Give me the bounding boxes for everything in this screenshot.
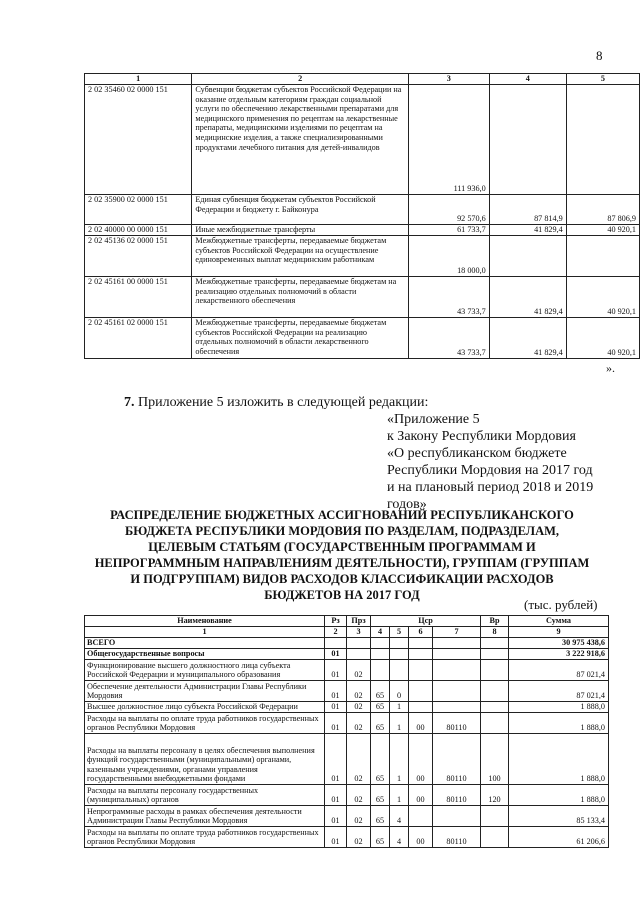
revenue-name: Иные межбюджетные трансферты [192, 225, 409, 236]
row-sum: 87 021,4 [509, 660, 609, 681]
row-csr-subprogram: 1 [390, 713, 409, 734]
row-vr: 100 [481, 734, 509, 785]
revenue-code: 2 02 45136 02 0000 151 [85, 236, 192, 277]
row-csr-direction: 00 [409, 827, 433, 848]
row-sum: 85 133,4 [509, 806, 609, 827]
row-prz: 02 [347, 660, 371, 681]
row-csr-direction [409, 638, 433, 649]
revenue-code: 2 02 35900 02 0000 151 [85, 195, 192, 225]
budget-table-column-numbers [85, 627, 609, 638]
row-csr-direction [409, 660, 433, 681]
table-row [85, 649, 609, 660]
revenue-name: Единая субвенция бюджетам субъектов Российской Федерации и бюджету г. Байконура [192, 195, 409, 225]
value-2017: 111 936,0 [408, 85, 489, 195]
row-prz: 02 [347, 713, 371, 734]
col-number: 2 [325, 627, 347, 638]
row-csr-code: 80110 [433, 827, 481, 848]
value-2019: 87 806,9 [566, 195, 639, 225]
row-csr-direction [409, 702, 433, 713]
row-csr-code: 80110 [433, 785, 481, 806]
row-csr-code: 80110 [433, 713, 481, 734]
revenue-name: Межбюджетные трансферты, передаваемые бюджетам субъектов Российской Федерации на осуществление единовременных выплат медицинским работникам [192, 236, 409, 277]
row-csr-code [433, 806, 481, 827]
row-csr-subprogram: 1 [390, 734, 409, 785]
table-row [85, 681, 609, 702]
row-prz: 02 [347, 827, 371, 848]
table-row [85, 806, 609, 827]
table-row [85, 236, 640, 277]
revenue-table [84, 73, 640, 359]
table-row [85, 702, 609, 713]
row-sum: 1 888,0 [509, 785, 609, 806]
col-number: 1 [85, 627, 325, 638]
row-csr-subprogram [390, 649, 409, 660]
appendix-line: годов» [387, 497, 427, 512]
row-rz [325, 638, 347, 649]
row-vr [481, 713, 509, 734]
value-2018: 41 829,4 [489, 277, 566, 318]
row-csr-program [371, 638, 390, 649]
row-sum: 30 975 438,6 [509, 638, 609, 649]
row-prz: 02 [347, 734, 371, 785]
value-2018: 41 829,4 [489, 318, 566, 359]
row-prz: 02 [347, 785, 371, 806]
row-name: Высшее должностное лицо субъекта Российской Федерации [85, 702, 325, 713]
row-rz: 01 [325, 660, 347, 681]
appendix-heading [387, 411, 593, 513]
row-name: Расходы на выплаты по оплате труда работников государственных органов Республики Мордовия [85, 827, 325, 848]
appendix-line: к Закону Республики Мордовия [387, 429, 576, 444]
row-csr-program: 65 [371, 702, 390, 713]
row-sum: 61 206,6 [509, 827, 609, 848]
revenue-code: 2 02 45161 02 0000 151 [85, 318, 192, 359]
row-name: Расходы на выплаты персоналу в целях обеспечения выполнения функций государственными (муниципальными) органами, казенными учреждениями, органами управления государственными внебюджетными фондами [85, 734, 325, 785]
table-row [85, 713, 609, 734]
row-vr [481, 681, 509, 702]
title-line: БЮДЖЕТОВ НА 2017 ГОД [264, 588, 420, 602]
row-vr [481, 827, 509, 848]
value-2017: 43 733,7 [408, 277, 489, 318]
value-2019: 40 920,1 [566, 225, 639, 236]
row-vr [481, 660, 509, 681]
budget-table-header [85, 616, 609, 627]
row-sum: 1 888,0 [509, 713, 609, 734]
row-csr-direction [409, 649, 433, 660]
row-csr-subprogram: 4 [390, 827, 409, 848]
revenue-name: Межбюджетные трансферты, передаваемые бюджетам субъектов Российской Федерации на реализацию отдельных полномочий в области лекарственного обеспечения [192, 318, 409, 359]
table-row [85, 195, 640, 225]
table-row [85, 85, 640, 195]
row-sum: 3 222 918,6 [509, 649, 609, 660]
row-csr-direction [409, 806, 433, 827]
budget-allocation-table [84, 615, 609, 848]
row-csr-program: 65 [371, 806, 390, 827]
row-csr-program: 65 [371, 681, 390, 702]
value-2019: 40 920,1 [566, 277, 639, 318]
col-number: 5 [390, 627, 409, 638]
row-csr-program: 65 [371, 713, 390, 734]
value-2017: 61 733,7 [408, 225, 489, 236]
col-number: 9 [509, 627, 609, 638]
row-csr-code [433, 702, 481, 713]
row-csr-code [433, 660, 481, 681]
row-rz: 01 [325, 785, 347, 806]
appendix-line: и на плановый период 2018 и 2019 [387, 480, 594, 495]
closing-quote: ». [606, 361, 615, 375]
table-row [85, 225, 640, 236]
value-2017: 18 000,0 [408, 236, 489, 277]
row-csr-code [433, 681, 481, 702]
row-rz: 01 [325, 734, 347, 785]
value-2017: 92 570,6 [408, 195, 489, 225]
row-prz: 02 [347, 702, 371, 713]
revenue-name: Субвенции бюджетам субъектов Российской Федерации на оказание отдельным категориям граждан социальной услуги по обеспечению лекарственными препаратами для медицинского применения по рецептам на лекарственные препараты, медицинскими изделиями по рецептам на медицинские изделия, а также специализированными продуктами лечебного питания для детей-инвалидов [192, 85, 409, 195]
title-line: НЕПРОГРАММНЫМ НАПРАВЛЕНИЯМ ДЕЯТЕЛЬНОСТИ), ГРУППАМ (ГРУППАМ [94, 556, 590, 570]
header-cell: 5 [566, 74, 639, 85]
appendix-line: Республики Мордовия на 2017 год [387, 463, 593, 478]
row-name: ВСЕГО [85, 638, 325, 649]
header-name: Наименование [85, 616, 325, 627]
row-rz: 01 [325, 827, 347, 848]
revenue-code: 2 02 35460 02 0000 151 [85, 85, 192, 195]
row-csr-program: 65 [371, 734, 390, 785]
header-cell: 3 [408, 74, 489, 85]
col-number: 3 [347, 627, 371, 638]
header-sum: Сумма [509, 616, 609, 627]
row-csr-subprogram [390, 660, 409, 681]
revenue-code: 2 02 45161 00 0000 151 [85, 277, 192, 318]
row-csr-program [371, 660, 390, 681]
row-rz: 01 [325, 713, 347, 734]
revenue-code: 2 02 40000 00 0000 151 [85, 225, 192, 236]
revenue-table-header [85, 74, 640, 85]
row-vr: 120 [481, 785, 509, 806]
value-2018: 41 829,4 [489, 225, 566, 236]
row-csr-direction [409, 681, 433, 702]
row-csr-code: 80110 [433, 734, 481, 785]
row-rz: 01 [325, 681, 347, 702]
row-prz: 02 [347, 681, 371, 702]
row-name: Функционирование высшего должностного лица субъекта Российской Федерации и муниципального образования [85, 660, 325, 681]
col-number: 8 [481, 627, 509, 638]
row-csr-direction: 00 [409, 785, 433, 806]
row-name: Расходы на выплаты по оплате труда работников государственных органов Республики Мордовия [85, 713, 325, 734]
row-prz [347, 638, 371, 649]
row-csr-program: 65 [371, 785, 390, 806]
row-vr [481, 702, 509, 713]
appendix-line: «Приложение 5 [387, 412, 480, 427]
row-rz: 01 [325, 702, 347, 713]
row-csr-program [371, 649, 390, 660]
row-csr-code [433, 649, 481, 660]
table-row [85, 318, 640, 359]
value-2019 [566, 85, 639, 195]
item-text: Приложение 5 изложить в следующей редакции: [134, 395, 429, 410]
value-2019: 40 920,1 [566, 318, 639, 359]
row-csr-program: 65 [371, 827, 390, 848]
row-csr-code [433, 638, 481, 649]
appendix-line: «О республиканском бюджете [387, 446, 567, 461]
row-sum: 1 888,0 [509, 734, 609, 785]
row-csr-direction: 00 [409, 734, 433, 785]
header-prz: Прз [347, 616, 371, 627]
table-row [85, 785, 609, 806]
row-csr-subprogram: 1 [390, 702, 409, 713]
row-name: Общегосударственные вопросы [85, 649, 325, 660]
header-rz: Рз [325, 616, 347, 627]
row-sum: 1 888,0 [509, 702, 609, 713]
header-cell: 1 [85, 74, 192, 85]
table-row [85, 827, 609, 848]
row-vr [481, 638, 509, 649]
row-csr-subprogram: 4 [390, 806, 409, 827]
col-number: 4 [371, 627, 390, 638]
table-row [85, 638, 609, 649]
row-vr [481, 806, 509, 827]
row-vr [481, 649, 509, 660]
row-sum: 87 021,4 [509, 681, 609, 702]
title-line: И ПОДГРУППАМ) ВИДОВ РАСХОДОВ КЛАССИФИКАЦИИ РАСХОДОВ [130, 572, 554, 586]
table-row [85, 660, 609, 681]
page-number: 8 [596, 48, 603, 63]
title-line: ЦЕЛЕВЫМ СТАТЬЯМ (ГОСУДАРСТВЕННЫМ ПРОГРАММАМ И [148, 540, 536, 554]
value-2019 [566, 236, 639, 277]
document-title [80, 507, 604, 603]
col-number: 6 [409, 627, 433, 638]
title-line: РАСПРЕДЕЛЕНИЕ БЮДЖЕТНЫХ АССИГНОВАНИЙ РЕСПУБЛИКАНСКОГО [110, 508, 574, 522]
col-number: 7 [433, 627, 481, 638]
row-csr-subprogram: 1 [390, 785, 409, 806]
value-2018: 87 814,9 [489, 195, 566, 225]
row-name: Расходы на выплаты персоналу государственных (муниципальных) органов [85, 785, 325, 806]
table-row [85, 277, 640, 318]
value-2018 [489, 236, 566, 277]
revenue-name: Межбюджетные трансферты, передаваемые бюджетам на реализацию отдельных полномочий в области лекарственного обеспечения [192, 277, 409, 318]
row-name: Обеспечение деятельности Администрации Главы Республики Мордовия [85, 681, 325, 702]
table-row [85, 734, 609, 785]
row-csr-subprogram [390, 638, 409, 649]
item-number: 7. [124, 395, 135, 410]
title-line: БЮДЖЕТА РЕСПУБЛИКИ МОРДОВИЯ ПО РАЗДЕЛАМ, ПОДРАЗДЕЛАМ, [124, 524, 560, 538]
row-rz: 01 [325, 649, 347, 660]
header-csr: Цср [371, 616, 481, 627]
row-csr-direction: 00 [409, 713, 433, 734]
header-cell: 4 [489, 74, 566, 85]
header-vr: Вр [481, 616, 509, 627]
header-cell: 2 [192, 74, 409, 85]
value-2017: 43 733,7 [408, 318, 489, 359]
units-label: (тыс. рублей) [524, 597, 598, 612]
amendment-item-7 [124, 395, 428, 411]
row-prz: 02 [347, 806, 371, 827]
row-csr-subprogram: 0 [390, 681, 409, 702]
row-rz: 01 [325, 806, 347, 827]
row-name: Непрограммные расходы в рамках обеспечения деятельности Администрации Главы Республики Мордовия [85, 806, 325, 827]
value-2018 [489, 85, 566, 195]
row-prz [347, 649, 371, 660]
